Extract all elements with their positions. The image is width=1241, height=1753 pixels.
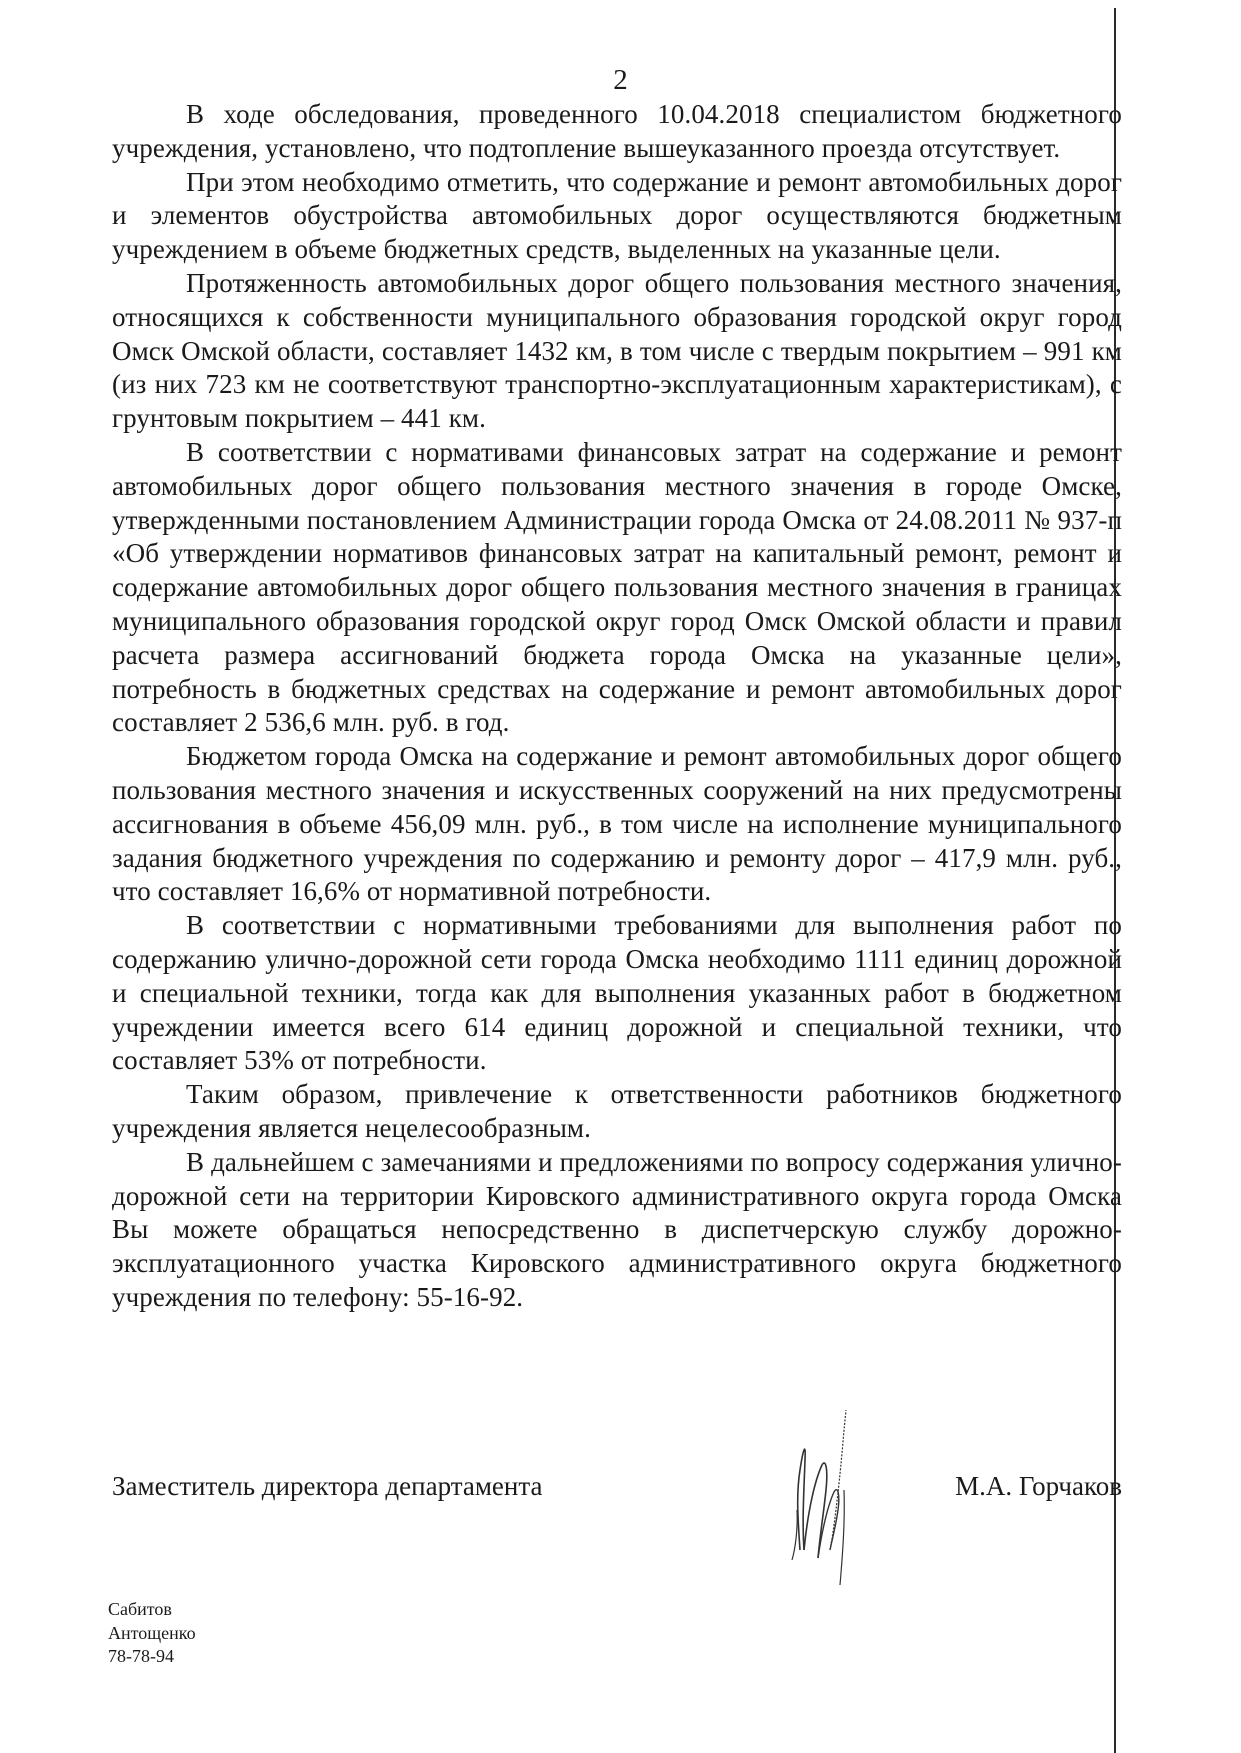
signer-name: М.А. Горчаков <box>955 1471 1122 1501</box>
paragraph-road-length: Протяженность автомобильных дорог общего пользования местного значения, относящихся к собственности муниципального образования городской округ город Омск Омской области, составляет 1432 км, в том числе с твердым покрытием – 991 км (из них 723 км не соответствуют транспортно-эксплуатационным характеристикам), с грунтовым покрытием – 441 км. <box>112 267 1122 434</box>
signature-row <box>112 1468 1122 1504</box>
paragraph-budget: Бюджетом города Омска на содержание и ремонт автомобильных дорог общего пользования местного значения и искусственных сооружений на них предусмотрены ассигнования в объеме 456,09 млн. руб., в том числе на исполнение муниципального задания бюджетного учреждения по содержанию и ремонту дорог – 417,9 млн. руб., что составляет 16,6% от нормативной потребности. <box>112 741 1122 907</box>
paragraph-maintenance-scope: При этом необходимо отметить, что содержание и ремонт автомобильных дорог и элементов обустройства автомобильных дорог осуществляются бюджетным учреждением в объеме бюджетных средств, выделенных на указанные цели. <box>112 166 1122 265</box>
executors-block <box>108 1598 196 1669</box>
page-number: 2 <box>613 64 628 96</box>
executor-phone: 78-78-94 <box>108 1646 174 1666</box>
paragraph-equipment: В соответствии с нормативными требованиями для выполнения работ по содержанию улично-дорожной сети города Омска необходимо 1111 единиц дорожной и специальной техники, тогда как для выполнения указанных работ в бюджетном учреждении имеется всего 614 единиц дорожной и специальной техники, что составляет 53% от потребности. <box>112 910 1122 1076</box>
executor-name: Сабитов <box>108 1599 172 1619</box>
paragraph-inspection: В ходе обследования, проведенного 10.04.2018 специалистом бюджетного учреждения, установлено, что подтопление вышеуказанного проезда отсутствует. <box>112 99 1122 163</box>
paragraph-financial-norms: В соответствии с нормативами финансовых затрат на содержание и ремонт автомобильных дорог общего пользования местного значения в городе Омске, утвержденными постановлением Администрации города Омска от 24.08.2011 № 937-п «Об утверждении нормативов финансовых затрат на капитальный ремонт, ремонт и содержание автомобильных дорог общего пользования местного значения в границах муниципального образования городской округ город Омск Омской области и правил расчета размера ассигнований бюджета города Омска на указанные цели», потребность в бюджетных средствах на содержание и ремонт автомобильных дорог составляет 2 536,6 млн. руб. в год. <box>112 436 1122 738</box>
signer-position: Заместитель директора департамента <box>112 1471 543 1501</box>
letter-body <box>112 98 1122 1315</box>
executor-name: Антощенко <box>108 1622 196 1643</box>
paragraph-contact: В дальнейшем с замечаниями и предложениями по вопросу содержания улично-дорожной сети на территории Кировского административного округа города Омска Вы можете обращаться непосредственно в диспетчерскую службу дорожно-эксплуатационного участка Кировского административного округа бюджетного учреждения по телефону: 55-16-92. <box>112 1146 1122 1312</box>
paragraph-conclusion: Таким образом, привлечение к ответственности работников бюджетного учреждения является нецелесообразным. <box>112 1079 1122 1143</box>
